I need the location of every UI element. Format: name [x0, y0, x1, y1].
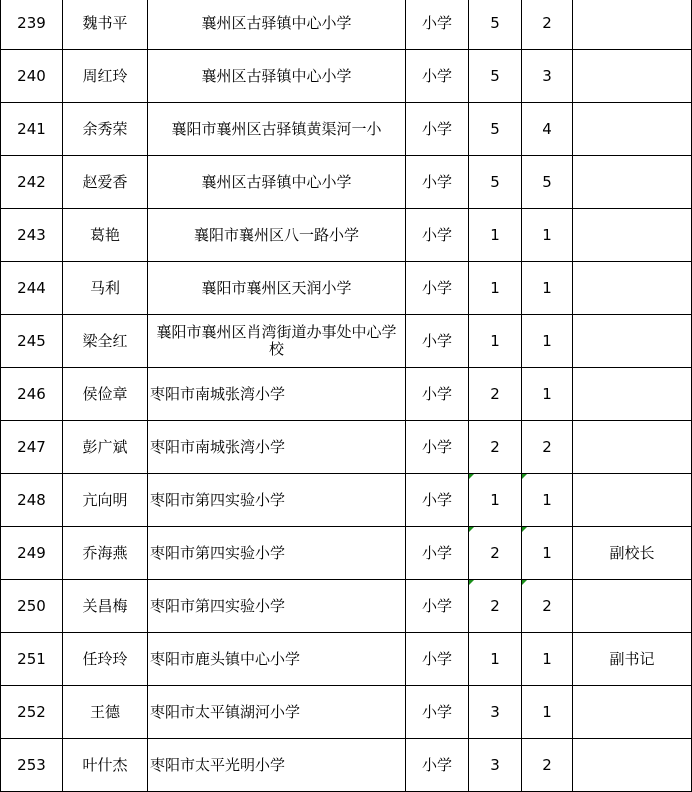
cell-name[interactable]: 关昌梅	[63, 580, 148, 633]
cell-name[interactable]: 周红玲	[63, 50, 148, 103]
cell-level[interactable]: 小学	[406, 262, 469, 315]
cell-b[interactable]: 2	[522, 421, 573, 474]
cell-b[interactable]: 1	[522, 315, 573, 368]
cell-a[interactable]: 5	[469, 0, 522, 50]
cell-note[interactable]	[573, 209, 692, 262]
comment-marker-icon	[469, 580, 474, 585]
cell-b[interactable]: 5	[522, 156, 573, 209]
cell-a[interactable]: 3	[469, 686, 522, 739]
cell-level[interactable]: 小学	[406, 527, 469, 580]
cell-school[interactable]: 枣阳市第四实验小学	[148, 474, 406, 527]
cell-school[interactable]: 枣阳市鹿头镇中心小学	[148, 633, 406, 686]
cell-a-value: 2	[490, 596, 500, 615]
cell-a[interactable]: 1	[469, 209, 522, 262]
comment-marker-icon	[522, 527, 527, 532]
cell-note[interactable]	[573, 156, 692, 209]
cell-no[interactable]: 241	[1, 103, 63, 156]
cell-b-value: 1	[542, 543, 552, 562]
table-row	[1, 739, 692, 792]
cell-a[interactable]	[469, 580, 522, 633]
cell-school[interactable]: 枣阳市太平光明小学	[148, 739, 406, 792]
cell-b[interactable]: 2	[522, 0, 573, 50]
cell-name[interactable]: 魏书平	[63, 0, 148, 50]
table-row	[1, 368, 692, 421]
cell-level[interactable]: 小学	[406, 580, 469, 633]
cell-no[interactable]: 245	[1, 315, 63, 368]
table-row	[1, 527, 692, 580]
cell-level[interactable]: 小学	[406, 421, 469, 474]
table-row	[1, 421, 692, 474]
cell-school[interactable]: 襄州区古驿镇中心小学	[148, 50, 406, 103]
cell-a[interactable]: 3	[469, 739, 522, 792]
cell-level[interactable]: 小学	[406, 315, 469, 368]
cell-level[interactable]: 小学	[406, 50, 469, 103]
cell-b[interactable]: 4	[522, 103, 573, 156]
cell-b[interactable]: 1	[522, 262, 573, 315]
cell-a-value: 2	[490, 543, 500, 562]
cell-name[interactable]: 乔海燕	[63, 527, 148, 580]
cell-name[interactable]: 葛艳	[63, 209, 148, 262]
cell-a[interactable]	[469, 474, 522, 527]
cell-name[interactable]: 亢向明	[63, 474, 148, 527]
cell-level[interactable]: 小学	[406, 209, 469, 262]
cell-no[interactable]: 246	[1, 368, 63, 421]
cell-no[interactable]: 248	[1, 474, 63, 527]
cell-b-value: 2	[542, 596, 552, 615]
cell-level[interactable]: 小学	[406, 633, 469, 686]
cell-name[interactable]: 侯俭章	[63, 368, 148, 421]
cell-level[interactable]: 小学	[406, 0, 469, 50]
cell-level[interactable]: 小学	[406, 156, 469, 209]
cell-note[interactable]	[573, 50, 692, 103]
cell-a[interactable]	[469, 527, 522, 580]
cell-name[interactable]: 彭广斌	[63, 421, 148, 474]
cell-a[interactable]: 2	[469, 421, 522, 474]
cell-no[interactable]: 253	[1, 739, 63, 792]
cell-no[interactable]: 249	[1, 527, 63, 580]
cell-a[interactable]: 5	[469, 156, 522, 209]
cell-school[interactable]: 襄州区古驿镇中心小学	[148, 156, 406, 209]
cell-name[interactable]: 任玲玲	[63, 633, 148, 686]
table-row	[1, 315, 692, 368]
table-row	[1, 156, 692, 209]
table-row	[1, 686, 692, 739]
cell-no[interactable]: 244	[1, 262, 63, 315]
cell-b[interactable]	[522, 580, 573, 633]
cell-a[interactable]: 1	[469, 262, 522, 315]
cell-school[interactable]: 枣阳市第四实验小学	[148, 580, 406, 633]
cell-note[interactable]	[573, 368, 692, 421]
cell-school[interactable]: 襄州区古驿镇中心小学	[148, 0, 406, 50]
table-row	[1, 0, 692, 50]
cell-a[interactable]: 5	[469, 103, 522, 156]
cell-level[interactable]: 小学	[406, 368, 469, 421]
cell-note[interactable]	[573, 739, 692, 792]
cell-a[interactable]: 1	[469, 315, 522, 368]
table-row	[1, 580, 692, 633]
table-row	[1, 633, 692, 686]
cell-school[interactable]: 襄阳市襄州区天润小学	[148, 262, 406, 315]
cell-school[interactable]: 襄阳市襄州区古驿镇黄渠河一小	[148, 103, 406, 156]
table-row	[1, 262, 692, 315]
comment-marker-icon	[469, 527, 474, 532]
cell-note[interactable]	[573, 421, 692, 474]
cell-no[interactable]: 250	[1, 580, 63, 633]
cell-b[interactable]: 3	[522, 50, 573, 103]
cell-school[interactable]: 枣阳市南城张湾小学	[148, 421, 406, 474]
cell-b[interactable]: 1	[522, 368, 573, 421]
cell-school[interactable]: 枣阳市南城张湾小学	[148, 368, 406, 421]
cell-b[interactable]: 2	[522, 739, 573, 792]
table-row	[1, 50, 692, 103]
cell-school[interactable]: 枣阳市第四实验小学	[148, 527, 406, 580]
cell-note[interactable]	[573, 686, 692, 739]
comment-marker-icon	[469, 474, 474, 479]
comment-marker-icon	[522, 580, 527, 585]
cell-note[interactable]	[573, 262, 692, 315]
cell-no[interactable]: 239	[1, 0, 63, 50]
cell-school[interactable]: 枣阳市太平镇湖河小学	[148, 686, 406, 739]
cell-note[interactable]	[573, 103, 692, 156]
cell-b[interactable]: 1	[522, 633, 573, 686]
cell-name[interactable]: 王德	[63, 686, 148, 739]
cell-note[interactable]	[573, 0, 692, 50]
comment-marker-icon	[522, 474, 527, 479]
cell-no[interactable]: 247	[1, 421, 63, 474]
cell-name[interactable]: 叶什杰	[63, 739, 148, 792]
cell-note[interactable]	[573, 474, 692, 527]
table-row	[1, 103, 692, 156]
cell-b-value: 1	[542, 490, 552, 509]
cell-level[interactable]: 小学	[406, 739, 469, 792]
cell-no[interactable]: 243	[1, 209, 63, 262]
cell-name[interactable]: 马利	[63, 262, 148, 315]
cell-note[interactable]	[573, 580, 692, 633]
cell-no[interactable]: 251	[1, 633, 63, 686]
cell-no[interactable]: 240	[1, 50, 63, 103]
cell-a-value: 1	[490, 490, 500, 509]
cell-b[interactable]: 1	[522, 209, 573, 262]
cell-note[interactable]: 副书记	[573, 633, 692, 686]
cell-level[interactable]: 小学	[406, 474, 469, 527]
cell-b[interactable]	[522, 527, 573, 580]
cell-b[interactable]	[522, 474, 573, 527]
cell-name[interactable]: 梁全红	[63, 315, 148, 368]
table-row	[1, 474, 692, 527]
cell-no[interactable]: 252	[1, 686, 63, 739]
cell-school[interactable]: 襄阳市襄州区八一路小学	[148, 209, 406, 262]
cell-school[interactable]: 襄阳市襄州区肖湾街道办事处中心学校	[148, 315, 406, 368]
cell-no[interactable]: 242	[1, 156, 63, 209]
cell-a[interactable]: 2	[469, 368, 522, 421]
cell-note[interactable]: 副校长	[573, 527, 692, 580]
table-row	[1, 209, 692, 262]
cell-a[interactable]: 1	[469, 633, 522, 686]
cell-b[interactable]: 1	[522, 686, 573, 739]
cell-a[interactable]: 5	[469, 50, 522, 103]
cell-name[interactable]: 余秀荣	[63, 103, 148, 156]
cell-name[interactable]: 赵爱香	[63, 156, 148, 209]
cell-level[interactable]: 小学	[406, 103, 469, 156]
cell-level[interactable]: 小学	[406, 686, 469, 739]
cell-note[interactable]	[573, 315, 692, 368]
